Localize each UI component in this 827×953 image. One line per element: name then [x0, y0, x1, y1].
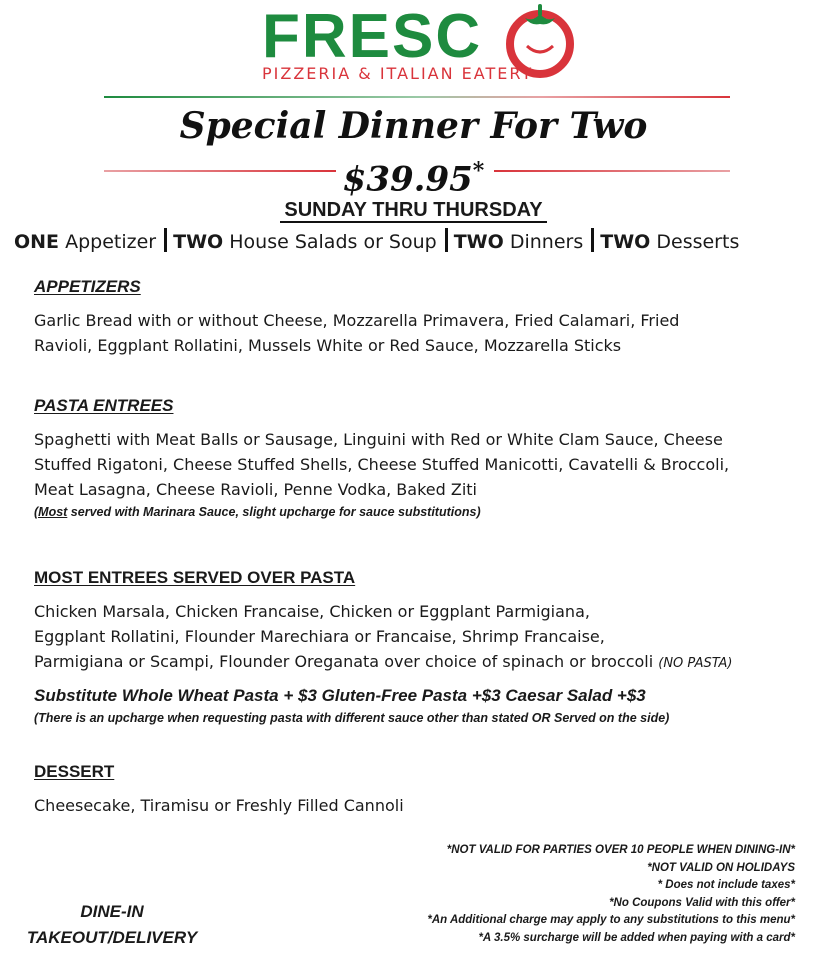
service-takeout-delivery: TAKEOUT/DELIVERY: [26, 928, 198, 947]
offer-separator: [445, 228, 448, 252]
offer-count: TWO: [453, 231, 504, 253]
price-asterisk: *: [472, 158, 485, 184]
no-pasta-note: (NO PASTA): [658, 656, 733, 671]
days-label: SUNDAY THRU THURSDAY: [280, 199, 546, 223]
entrees-line: Parmigiana or Scampi, Flounder Oreganata over choice of spinach or broccoli: [34, 652, 654, 671]
entrees-line-last: [34, 649, 804, 676]
appetizers-heading: APPETIZERS: [34, 277, 141, 296]
offer-count: TWO: [173, 231, 224, 253]
offer-item: House Salads or Soup: [229, 231, 437, 253]
dessert-heading: DESSERT: [34, 762, 115, 781]
entrees-heading: MOST ENTREES SERVED OVER PASTA: [34, 568, 356, 587]
disclaimer-line: *No Coupons Valid with this offer*: [609, 896, 795, 909]
disclaimer-line: *A 3.5% surcharge will be added when paying with a card*: [478, 931, 795, 944]
pasta-note-underlined: (Most: [34, 505, 68, 519]
offer-count: ONE: [14, 231, 60, 253]
offer-separator: [164, 228, 167, 252]
appetizers-line: Ravioli, Eggplant Rollatini, Mussels White or Red Sauce, Mozzarella Sticks: [34, 336, 622, 355]
pasta-note-rest: served with Marinara Sauce, slight upcharge for sauce substitutions): [67, 505, 481, 519]
disclaimer-line: *An Additional charge may apply to any substitutions to this menu*: [427, 914, 795, 926]
entrees-list: [34, 599, 804, 676]
pasta-line: Spaghetti with Meat Balls or Sausage, Linguini with Red or White Clam Sauce, Cheese: [34, 430, 723, 449]
disclaimer-line: *NOT VALID ON HOLIDAYS: [647, 861, 795, 874]
offer-item: Desserts: [656, 231, 740, 253]
substitutions-line: Substitute Whole Wheat Pasta + $3 Gluten-Free Pasta +$3 Caesar Salad +$3: [34, 686, 646, 705]
pasta-heading: PASTA ENTREES: [34, 396, 174, 415]
brand-tagline: PIZZERIA & ITALIAN EATERY: [262, 64, 534, 83]
offer-summary: [14, 228, 814, 256]
offer-item: Appetizer: [65, 231, 157, 253]
dessert-line: Cheesecake, Tiramisu or Freshly Filled Cannoli: [34, 796, 404, 815]
dessert-list: [34, 793, 804, 818]
offer-item: Dinners: [509, 231, 584, 253]
appetizers-line: Garlic Bread with or without Cheese, Mozzarella Primavera, Fried Calamari, Fried: [34, 311, 680, 330]
days-available: [0, 197, 827, 223]
pasta-note: [34, 504, 804, 520]
special-title: Special Dinner For Two: [179, 105, 648, 147]
price-value: $39.95: [342, 159, 473, 200]
upcharge-note: (There is an upcharge when requesting pasta with different sauce other than stated OR Served on the side): [34, 711, 670, 725]
pasta-line: Stuffed Rigatoni, Cheese Stuffed Shells, Cheese Stuffed Manicotti, Cavatelli & Broccoli,: [34, 455, 730, 474]
brand-logo-text: FRESC: [262, 2, 483, 71]
disclaimer-line: *NOT VALID FOR PARTIES OVER 10 PEOPLE WHEN DINING-IN*: [446, 844, 795, 856]
pasta-line: Meat Lasagna, Cheese Ravioli, Penne Vodka, Baked Ziti: [34, 480, 477, 499]
disclaimer-line: * Does not include taxes*: [657, 879, 795, 891]
service-dine-in: DINE-IN: [80, 902, 144, 921]
pasta-list: [34, 427, 804, 502]
entrees-line: Eggplant Rollatini, Flounder Marechiara or Francaise, Shrimp Francaise,: [34, 627, 605, 646]
price: [0, 150, 827, 200]
appetizers-list: [34, 308, 804, 358]
disclaimers: [315, 842, 795, 947]
offer-separator: [591, 228, 594, 252]
top-divider: [104, 96, 730, 98]
offer-count: TWO: [600, 231, 651, 253]
entrees-line: Chicken Marsala, Chicken Francaise, Chicken or Eggplant Parmigiana,: [34, 602, 590, 621]
